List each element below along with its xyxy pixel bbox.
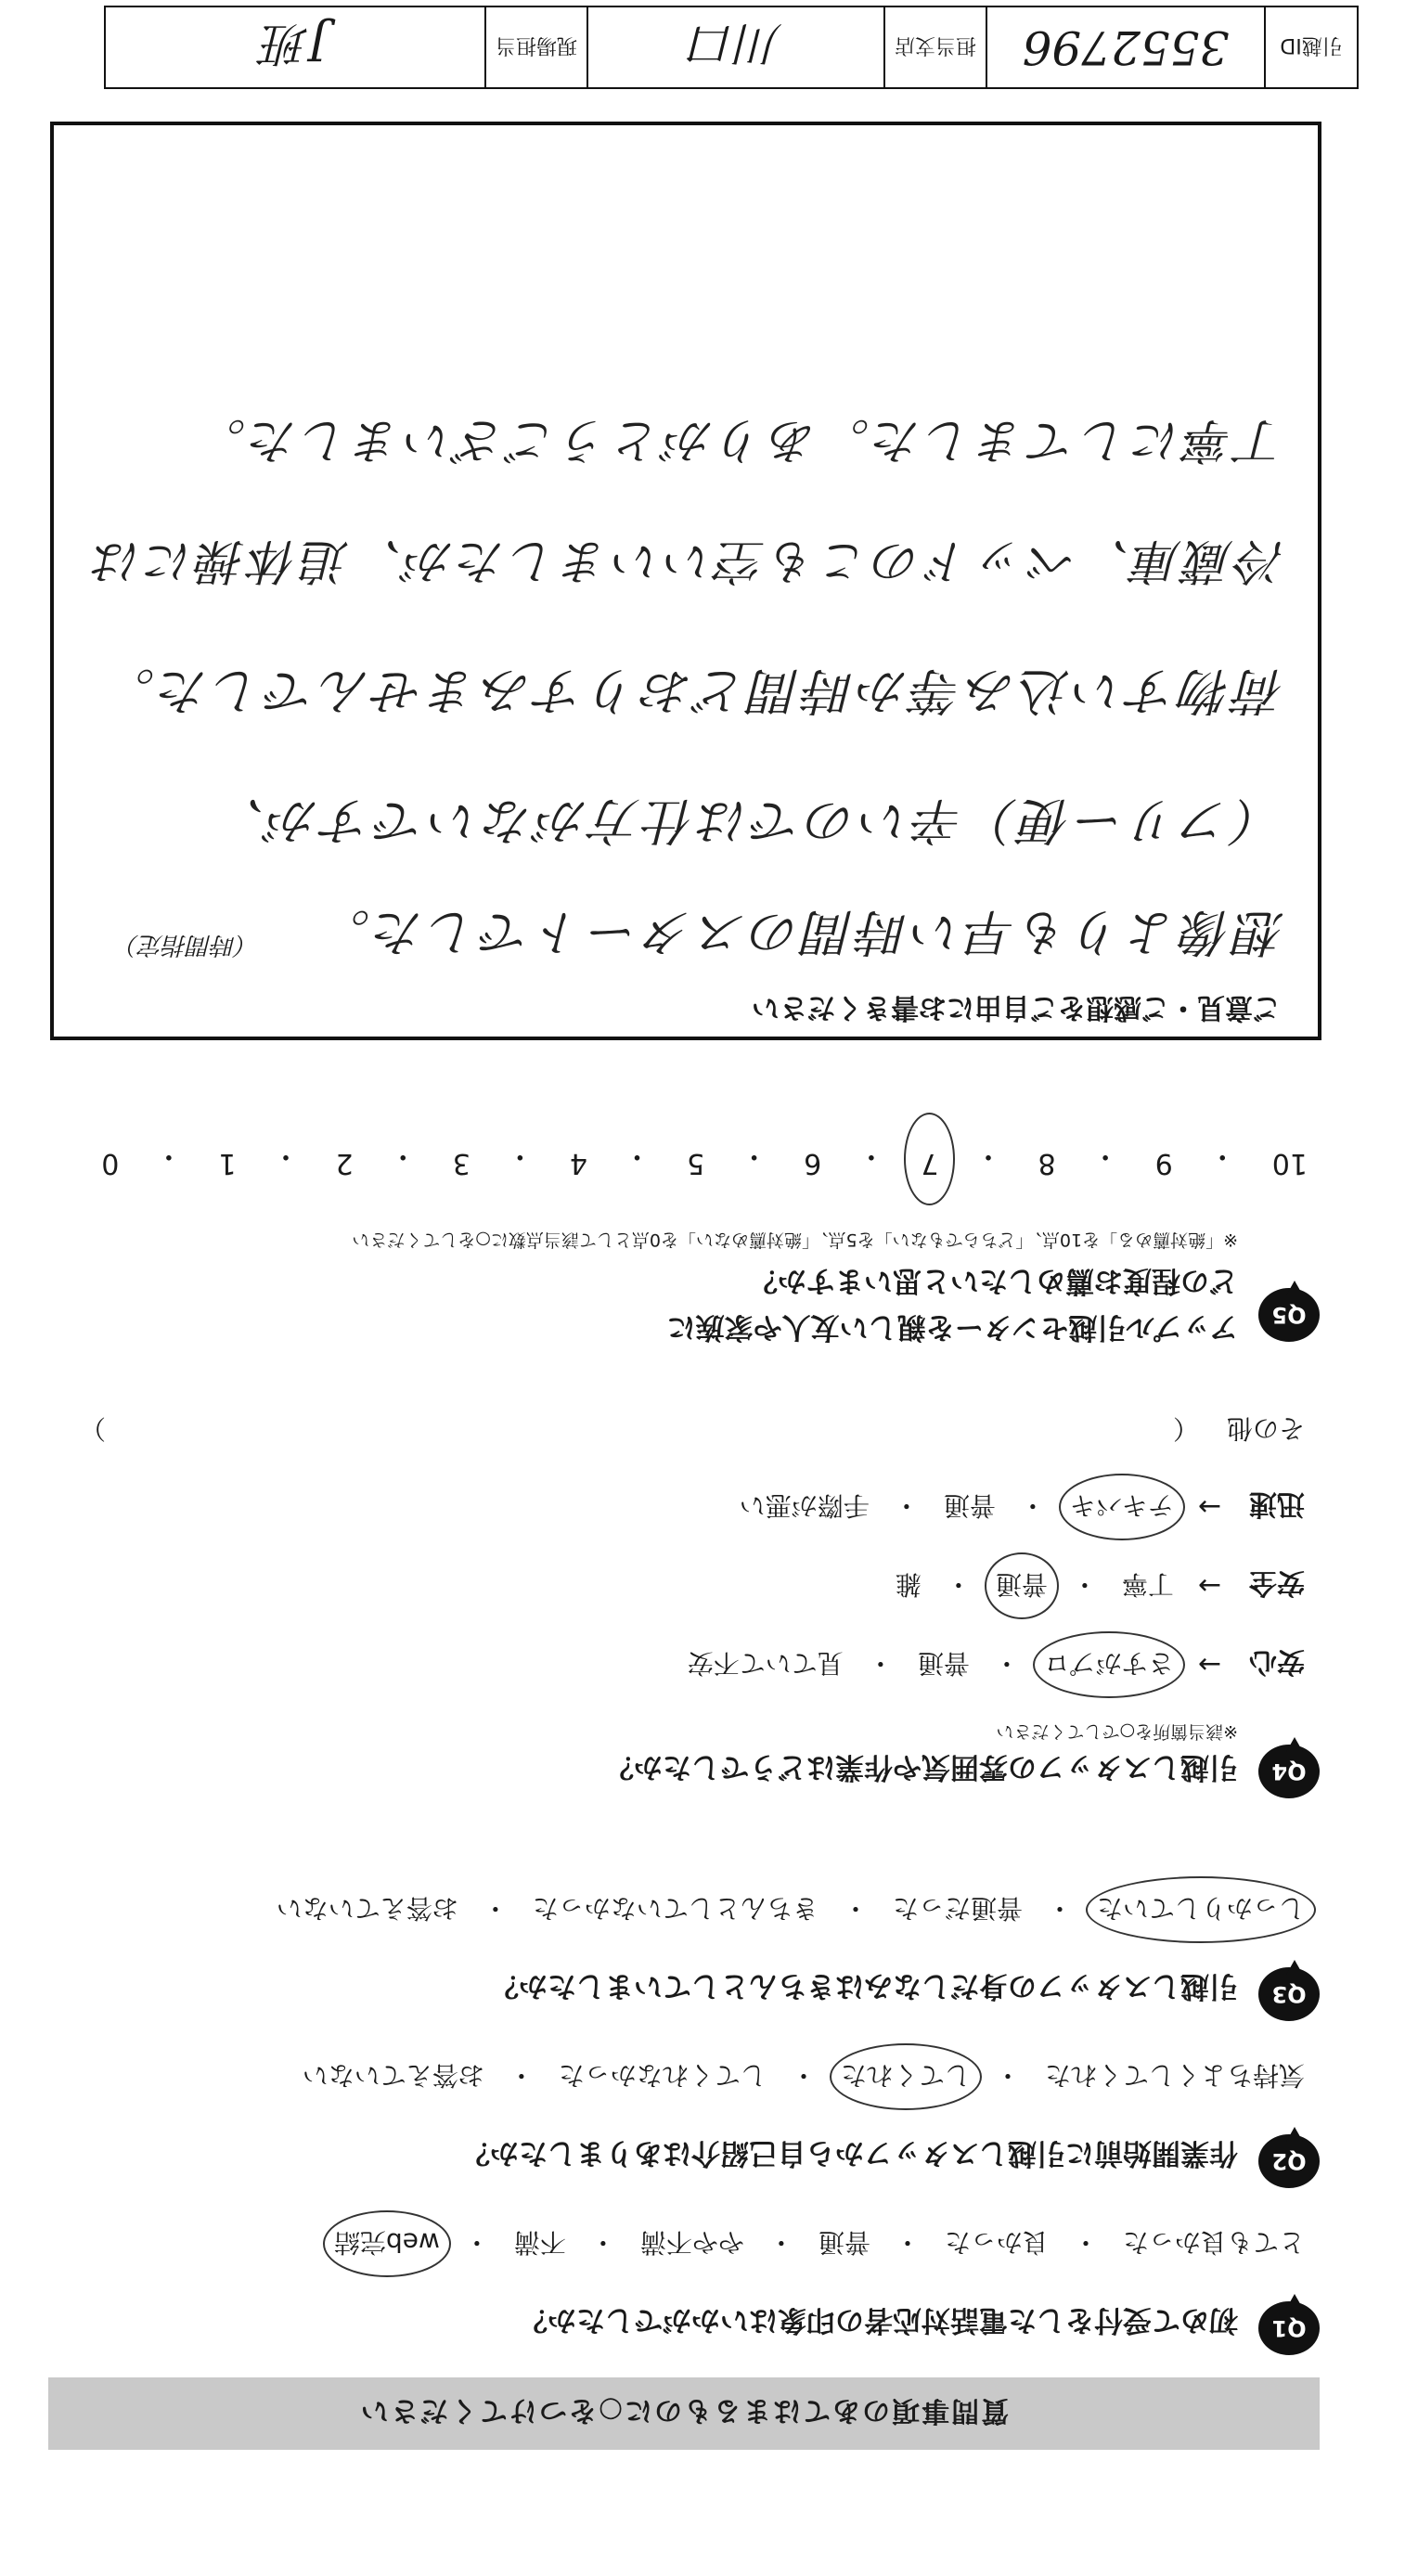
q1-option[interactable]: 普通 [818, 2227, 870, 2258]
scale-9[interactable]: 9 [1154, 1147, 1173, 1179]
q2-option[interactable]: 気持ちよくしてくれた [1044, 2060, 1305, 2091]
scale-5[interactable]: 5 [687, 1147, 705, 1179]
q2-icon: Q2 [1258, 2134, 1320, 2188]
q2-option-selected[interactable]: してくれた [841, 2058, 971, 2095]
scale-6[interactable]: 6 [804, 1147, 822, 1179]
q4-other-label: その他 [1226, 1413, 1305, 1444]
q4-option-selected[interactable]: さすがプロ [1044, 1646, 1174, 1683]
q4-option[interactable]: 普通 [917, 1648, 970, 1679]
q2-text: 作業開始前に引越しスタッフから自己紹介はありましたか？ [461, 2136, 1238, 2170]
comment-title: ご意見・ご感想をご自由にお書きください [752, 991, 1281, 1024]
q4-text: 引越しスタッフの雰囲気や作業はどうでしたか？ [605, 1750, 1238, 1784]
q2-option[interactable]: お答えていない [302, 2060, 484, 2091]
q3-text: 引越しスタッフの身だしなみはきちんとしていましたか？ [490, 1969, 1238, 2003]
q3-icon: Q3 [1258, 1967, 1320, 2021]
q3-options: しっかりしていた ・ 普通だった ・ きちんとしていなかった ・ お答えていない [277, 1891, 1305, 1928]
comment-line: 冷蔵庫、ベッドのこも空いいましたが、追体操には [89, 533, 1285, 588]
q4-row-anzen: 安全 → 丁寧 ・ 普通 ・ 雑 [896, 1565, 1305, 1606]
q2-option[interactable]: してくれなかった [558, 2060, 767, 2091]
q1-option[interactable]: 良かった [944, 2227, 1049, 2258]
arrow-icon: → [1197, 1569, 1221, 1603]
q3-option[interactable]: きちんとしていなかった [532, 1893, 819, 1924]
q1-options: とても良かった ・ 良かった ・ 普通 ・ やや不満 ・ 不満 ・ web完結 [334, 2225, 1305, 2262]
q4-option[interactable]: 見ていて不安 [687, 1648, 844, 1679]
comment-line: 想像よりも早い時間のスタートでした。 [316, 903, 1285, 961]
q4-other-close: ） [80, 1413, 107, 1444]
rating-scale: 10 ・ 9 ・ 8 ・ 7 ・ 6 ・ 5 ・ 4 ・ 3 ・ 2 ・ 1 ・ 0 [101, 1140, 1308, 1179]
q4-option[interactable]: 雑 [895, 1569, 922, 1600]
q1-option[interactable]: 不満 [513, 2227, 566, 2258]
q1-icon: Q1 [1258, 2301, 1320, 2355]
scale-1[interactable]: 1 [218, 1147, 237, 1179]
team-value: J班 [262, 17, 329, 71]
q3-option-selected[interactable]: しっかりしていた [1097, 1891, 1305, 1928]
scale-7-selected[interactable]: 7 [921, 1139, 938, 1179]
q4-row-jinsoku: 迅速 → テキパキ ・ 普通 ・ 手際が悪い [740, 1487, 1305, 1527]
q5-text-line1: アップル引越センターを親しい友人や家族に [666, 1310, 1238, 1344]
q1-option[interactable]: とても良かった [1122, 2227, 1305, 2258]
scale-8[interactable]: 8 [1038, 1147, 1056, 1179]
q5-icon: Q5 [1258, 1288, 1320, 1342]
q1-text: 初めて受付をした電話対応者の印象はいかがでしたか？ [519, 2303, 1238, 2337]
arrow-icon: → [1197, 1648, 1221, 1681]
comment-line: 荷物すい込み等か時間どおりすみませんでした。 [101, 662, 1285, 720]
comment-box[interactable] [50, 122, 1321, 1040]
q1-option[interactable]: やや不満 [639, 2227, 744, 2258]
q5-text-line2: どの程度お薦めしたいと思いますか？ [749, 1264, 1238, 1297]
q3-option[interactable]: 普通だった [892, 1893, 1023, 1924]
q4-option-selected[interactable]: 普通 [996, 1567, 1048, 1604]
id-value: 3552796 [1022, 20, 1230, 74]
comment-line: （フリー便）辛いのでは仕方がないですが、 [211, 792, 1285, 850]
instruction-banner: 質問事項のあてはまるものに○をつけてください [48, 2377, 1320, 2450]
q3-option[interactable]: お答えていない [276, 1893, 458, 1924]
id-label: 引越ID [1280, 33, 1343, 58]
q4-row-label: 安心 [1249, 1645, 1305, 1678]
q4-row-anshin: 安心 → さすがプロ ・ 普通 ・ 見ていて不安 [688, 1644, 1305, 1685]
q4-note: ※該当箇所を○でしてください [996, 1721, 1238, 1742]
scale-3[interactable]: 3 [452, 1147, 470, 1179]
q4-option[interactable]: 手際が悪い [739, 1490, 870, 1521]
scale-2[interactable]: 2 [335, 1147, 354, 1179]
comment-note: （時間指定） [114, 931, 260, 959]
q2-options: 気持ちよくしてくれた ・ してくれた ・ してくれなかった ・ お答えていない [303, 2058, 1305, 2095]
q4-option-selected[interactable]: テキパキ [1070, 1488, 1174, 1526]
q4-option[interactable]: 普通 [943, 1490, 996, 1521]
q4-other-row [80, 1411, 1305, 1449]
scale-0[interactable]: 0 [101, 1147, 120, 1179]
scale-10[interactable]: 10 [1271, 1147, 1308, 1179]
q4-icon: Q4 [1258, 1745, 1320, 1798]
arrow-icon: → [1197, 1490, 1221, 1524]
q4-option[interactable]: 丁寧 [1121, 1569, 1174, 1600]
q4-other-open: （ [1172, 1413, 1199, 1444]
q4-row-label: 安全 [1249, 1566, 1305, 1599]
q4-row-label: 迅速 [1249, 1488, 1305, 1520]
scale-4[interactable]: 4 [569, 1147, 587, 1179]
branch-value: 川口 [690, 17, 782, 71]
branch-label: 担当支店 [895, 33, 977, 58]
q1-option-selected[interactable]: web完結 [334, 2225, 440, 2262]
header-table [104, 6, 1359, 89]
q5-note: ※「絶対薦める」を10点、「どちらでもない」を5点、「絶対薦めない」を0点として該当点数に○をしてください [352, 1230, 1238, 1250]
team-label: 現場担当 [496, 33, 578, 58]
comment-line: 丁寧にしてました。ありがとうございました。 [193, 412, 1285, 468]
